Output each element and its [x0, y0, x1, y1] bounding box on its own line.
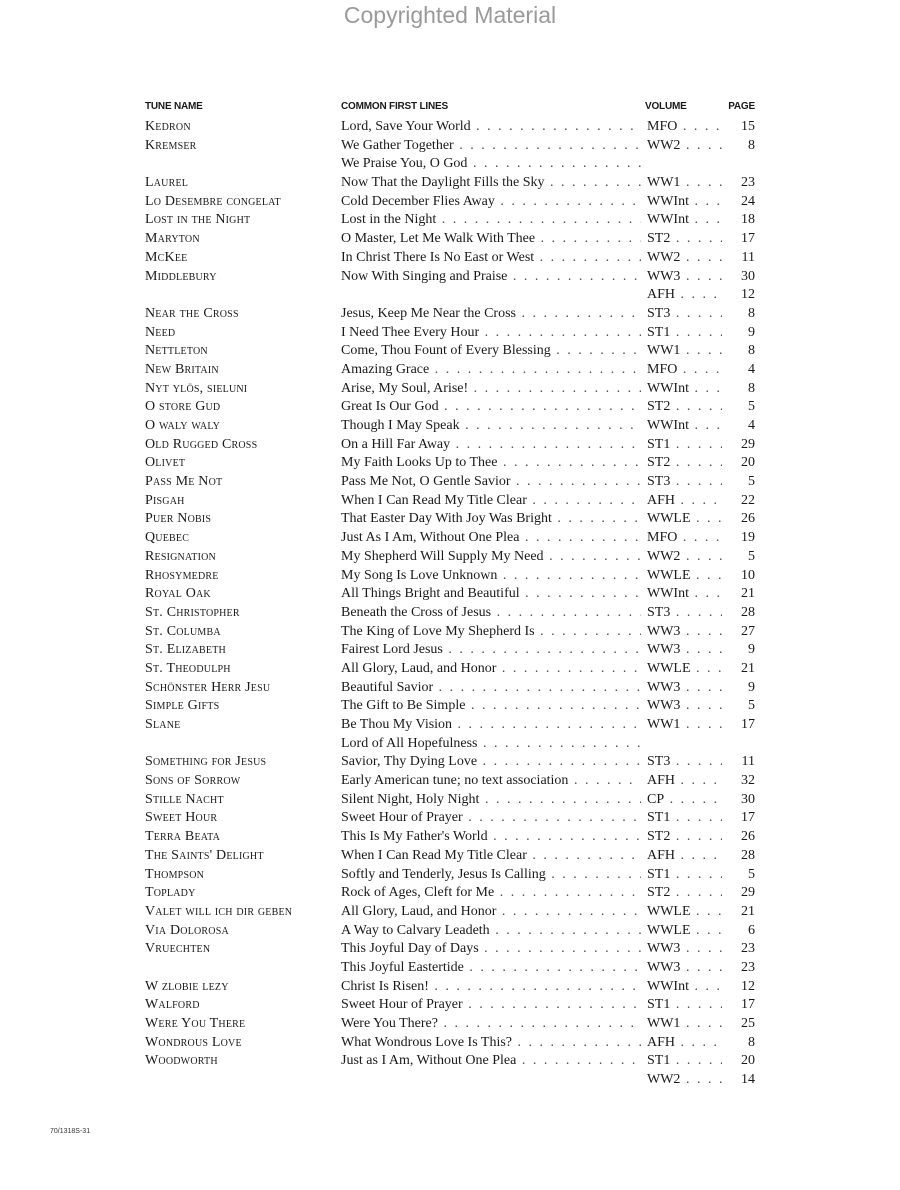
tune-name-cell: Slane — [145, 717, 181, 732]
tune-name-cell: O store Gud — [145, 399, 221, 415]
volume-cell: WWInt . . . — [645, 585, 747, 604]
page-cell: 28 — [722, 847, 755, 866]
first-line-cell: Silent Night, Holy Night . . . — [341, 791, 641, 810]
first-line-cell: Jesus, Keep Me Near the Cross . . . — [341, 305, 641, 324]
tune-name-cell: Sons of Sorrow — [145, 773, 241, 789]
first-line-cell: This Joyful Eastertide . . . — [341, 959, 641, 978]
page-cell: 19 — [722, 529, 755, 548]
page-cell: 25 — [722, 1015, 755, 1034]
first-line-cell: We Gather Together . . . — [341, 137, 641, 156]
first-line-cell: Softly and Tenderly, Jesus Is Calling . . . — [341, 866, 641, 885]
first-line-cell: All Glory, Laud, and Honor . . . — [341, 903, 641, 922]
volume-cell: AFH . . . — [645, 492, 747, 511]
tune-name-cell: Puer Nobis — [145, 511, 212, 527]
page-cell: 12 — [722, 286, 755, 305]
tune-name-cell: Wondrous Love — [145, 1034, 242, 1050]
first-line-cell: Rock of Ages, Cleft for Me . . . — [341, 884, 641, 903]
tune-name-cell: Old Rugged Cross — [145, 436, 258, 452]
page-cell: 24 — [722, 193, 755, 212]
table-row — [145, 529, 761, 548]
header-tune-name: TUNE NAME — [145, 101, 203, 112]
table-row — [145, 996, 761, 1015]
volume-cell: AFH . . . — [645, 847, 747, 866]
page-cell: 28 — [722, 604, 755, 623]
table-row — [145, 230, 761, 249]
volume-cell: WWInt . . . — [645, 380, 747, 399]
page-cell: 11 — [722, 249, 755, 268]
volume-cell: MFO . . . — [645, 118, 747, 137]
first-line-cell: Lord of All Hopefulness . . . — [341, 735, 641, 754]
table-row — [145, 193, 761, 212]
first-line-cell: This Joyful Day of Days . . . — [341, 940, 641, 959]
tune-name-cell: O waly waly — [145, 418, 221, 433]
table-row — [145, 679, 761, 698]
volume-cell: WWLE . . . — [645, 567, 747, 586]
first-line-cell: On a Hill Far Away . . . — [341, 436, 641, 455]
table-row — [145, 249, 761, 268]
tune-name-cell: Kremser — [145, 137, 197, 153]
first-line-cell: Just As I Am, Without One Plea . . . — [341, 529, 641, 548]
tune-name-cell: Lost in the Night — [145, 212, 251, 228]
table-row — [145, 828, 761, 847]
page-cell: 26 — [722, 510, 755, 529]
table-row — [145, 324, 761, 343]
table-row — [145, 660, 761, 679]
volume-cell: WWInt . . . — [645, 978, 747, 997]
page-cell: 5 — [722, 473, 755, 492]
first-line-cell: Just as I Am, Without One Plea . . . — [341, 1052, 641, 1071]
first-line-cell: My Shepherd Will Supply My Need . . . — [341, 548, 641, 567]
page-cell: 10 — [722, 567, 755, 586]
first-line-cell: When I Can Read My Title Clear . . . — [341, 492, 641, 511]
table-row — [145, 585, 761, 604]
column-headers — [145, 101, 761, 117]
volume-cell: WW3 . . . — [645, 268, 747, 287]
tune-name-cell: Something for Jesus — [145, 754, 267, 770]
page-cell: 5 — [722, 548, 755, 567]
first-line-cell: All Things Bright and Beautiful . . . — [341, 585, 641, 604]
table-row — [145, 641, 761, 660]
table-row — [145, 380, 761, 399]
volume-cell: AFH . . . — [645, 1034, 747, 1053]
volume-cell: ST3 . . . — [645, 604, 747, 623]
tune-name-cell: Maryton — [145, 231, 200, 247]
tune-name-cell: Olivet — [145, 455, 186, 471]
first-line-cell: Pass Me Not, O Gentle Savior . . . — [341, 473, 641, 492]
page-cell: 23 — [722, 174, 755, 193]
volume-cell: WW3 . . . — [645, 959, 747, 978]
page-cell: 8 — [722, 342, 755, 361]
table-row — [145, 604, 761, 623]
first-line-cell: We Praise You, O God . . . — [341, 155, 641, 174]
page-cell: 17 — [722, 230, 755, 249]
first-line-cell: Christ Is Risen! . . . — [341, 978, 641, 997]
volume-cell: WW3 . . . — [645, 697, 747, 716]
volume-cell: WW3 . . . — [645, 940, 747, 959]
first-line-cell: Be Thou My Vision . . . — [341, 716, 641, 735]
volume-cell: ST1 . . . — [645, 996, 747, 1015]
tune-name-cell: Middlebury — [145, 268, 217, 284]
page-cell: 29 — [722, 884, 755, 903]
first-line-cell: In Christ There Is No East or West . . . — [341, 249, 641, 268]
page-cell: 17 — [722, 809, 755, 828]
first-line-cell: Savior, Thy Dying Love . . . — [341, 753, 641, 772]
table-row — [145, 697, 761, 716]
table-row — [145, 1015, 761, 1034]
tune-name-cell: Thompson — [145, 866, 205, 882]
volume-cell: WWLE . . . — [645, 510, 747, 529]
tune-name-cell: Need — [145, 324, 176, 340]
first-line-cell: When I Can Read My Title Clear . . . — [341, 847, 641, 866]
page-cell: 4 — [722, 417, 755, 436]
page-cell: 30 — [722, 791, 755, 810]
table-row — [145, 959, 761, 978]
first-line-cell: That Easter Day With Joy Was Bright . . . — [341, 510, 641, 529]
table-row — [145, 473, 761, 492]
header-page: PAGE — [728, 101, 755, 112]
volume-cell: MFO . . . — [645, 529, 747, 548]
tune-index-table — [145, 118, 761, 1090]
page-cell: 21 — [722, 903, 755, 922]
volume-cell: WW1 . . . — [645, 1015, 747, 1034]
tune-name-cell: Via Dolorosa — [145, 922, 229, 938]
table-row — [145, 1071, 761, 1090]
volume-cell: ST1 . . . — [645, 436, 747, 455]
tune-name-cell: Royal Oak — [145, 586, 211, 602]
volume-cell: ST1 . . . — [645, 324, 747, 343]
first-line-cell: Now With Singing and Praise . . . — [341, 268, 641, 287]
table-row — [145, 567, 761, 586]
table-row — [145, 1034, 761, 1053]
tune-name-cell: Schönster Herr Jesu — [145, 679, 271, 695]
header-volume: VOLUME — [645, 101, 687, 112]
table-row — [145, 510, 761, 529]
table-row — [145, 716, 761, 735]
first-line-cell: Though I May Speak . . . — [341, 417, 641, 436]
page-cell: 12 — [722, 978, 755, 997]
volume-cell: WW1 . . . — [645, 174, 747, 193]
first-line-cell: I Need Thee Every Hour . . . — [341, 324, 641, 343]
first-line-cell: Amazing Grace . . . — [341, 361, 641, 380]
tune-name-cell: St. Christopher — [145, 604, 240, 620]
page-cell: 9 — [722, 641, 755, 660]
header-common-first-lines: COMMON FIRST LINES — [341, 101, 448, 112]
tune-name-cell: Sweet Hour — [145, 810, 218, 826]
tune-name-cell: Walford — [145, 997, 200, 1013]
volume-cell: ST2 . . . — [645, 398, 747, 417]
first-line-cell: A Way to Calvary Leadeth . . . — [341, 922, 641, 941]
table-row — [145, 791, 761, 810]
page-cell: 17 — [722, 716, 755, 735]
table-row — [145, 211, 761, 230]
first-line-cell: Sweet Hour of Prayer . . . — [341, 809, 641, 828]
copyright-watermark: Copyrighted Material — [343, 2, 557, 28]
volume-cell: ST1 . . . — [645, 809, 747, 828]
page-cell: 4 — [722, 361, 755, 380]
volume-cell: ST3 . . . — [645, 305, 747, 324]
table-row — [145, 922, 761, 941]
first-line-cell: This Is My Father's World . . . — [341, 828, 641, 847]
table-row — [145, 118, 761, 137]
tune-name-cell: Were You There — [145, 1016, 246, 1031]
table-row — [145, 623, 761, 642]
page-cell: 26 — [722, 828, 755, 847]
volume-cell: WW2 . . . — [645, 137, 747, 156]
tune-name-cell: Pass Me Not — [145, 474, 223, 490]
tune-name-cell: St. Elizabeth — [145, 642, 226, 658]
volume-cell: WW1 . . . — [645, 342, 747, 361]
volume-cell: WW2 . . . — [645, 548, 747, 567]
table-row — [145, 903, 761, 922]
table-row — [145, 772, 761, 791]
page-cell: 9 — [722, 679, 755, 698]
volume-cell: WW3 . . . — [645, 641, 747, 660]
table-row — [145, 454, 761, 473]
first-line-cell: The Gift to Be Simple . . . — [341, 697, 641, 716]
volume-cell: ST2 . . . — [645, 230, 747, 249]
volume-cell: ST2 . . . — [645, 454, 747, 473]
tune-name-cell: Terra Beata — [145, 829, 221, 845]
first-line-cell: The King of Love My Shepherd Is . . . — [341, 623, 641, 642]
tune-name-cell: Resignation — [145, 548, 216, 564]
page-cell: 11 — [722, 753, 755, 772]
table-row — [145, 548, 761, 567]
table-row — [145, 268, 761, 287]
tune-name-cell: Valet will ich dir geben — [145, 903, 293, 919]
volume-cell: WWInt . . . — [645, 193, 747, 212]
table-row — [145, 492, 761, 511]
first-line-cell: Fairest Lord Jesus . . . — [341, 641, 641, 660]
first-line-cell: Lord, Save Your World . . . — [341, 118, 641, 137]
tune-name-cell: Laurel — [145, 175, 189, 191]
table-row — [145, 398, 761, 417]
tune-name-cell: Vruechten — [145, 941, 211, 957]
table-row — [145, 847, 761, 866]
volume-cell: WWLE . . . — [645, 660, 747, 679]
page-cell: 17 — [722, 996, 755, 1015]
volume-cell: AFH . . . — [645, 286, 747, 305]
page-cell: 20 — [722, 454, 755, 473]
volume-cell: ST1 . . . — [645, 1052, 747, 1071]
first-line-cell: Sweet Hour of Prayer . . . — [341, 996, 641, 1015]
first-line-cell: Beautiful Savior . . . — [341, 679, 641, 698]
tune-name-cell: The Saints' Delight — [145, 847, 264, 863]
tune-name-cell: Woodworth — [145, 1053, 218, 1069]
first-line-cell: Great Is Our God . . . — [341, 398, 641, 417]
first-line-cell: All Glory, Laud, and Honor . . . — [341, 660, 641, 679]
page-cell: 21 — [722, 585, 755, 604]
volume-cell: WW1 . . . — [645, 716, 747, 735]
volume-cell: ST2 . . . — [645, 828, 747, 847]
page-cell: 8 — [722, 137, 755, 156]
first-line-cell: Come, Thou Fount of Every Blessing . . . — [341, 342, 641, 361]
table-row — [145, 361, 761, 380]
table-row — [145, 342, 761, 361]
page-cell: 27 — [722, 623, 755, 642]
table-row — [145, 884, 761, 903]
page-cell: 23 — [722, 940, 755, 959]
page-cell: 20 — [722, 1052, 755, 1071]
volume-cell: WW2 . . . — [645, 249, 747, 268]
table-row — [145, 286, 761, 305]
table-row — [145, 866, 761, 885]
page-cell: 30 — [722, 268, 755, 287]
first-line-cell: Were You There? . . . — [341, 1015, 641, 1034]
tune-name-cell: W zlobie lezy — [145, 978, 229, 994]
volume-cell: ST1 . . . — [645, 866, 747, 885]
table-row — [145, 174, 761, 193]
tune-name-cell: Nettleton — [145, 343, 208, 359]
tune-name-cell: Quebec — [145, 530, 190, 546]
tune-name-cell: Rhosymedre — [145, 567, 219, 583]
table-row — [145, 1052, 761, 1071]
volume-cell: WWInt . . . — [645, 211, 747, 230]
first-line-cell: Arise, My Soul, Arise! . . . — [341, 380, 641, 399]
table-row — [145, 436, 761, 455]
table-row — [145, 155, 761, 174]
page-cell: 21 — [722, 660, 755, 679]
volume-cell: WWInt . . . — [645, 417, 747, 436]
volume-cell: AFH . . . — [645, 772, 747, 791]
page-cell: 14 — [722, 1071, 755, 1090]
table-row — [145, 809, 761, 828]
volume-cell: ST3 . . . — [645, 753, 747, 772]
tune-name-cell: Near the Cross — [145, 305, 239, 321]
volume-cell: CP . . . — [645, 791, 747, 810]
volume-cell: WWLE . . . — [645, 922, 747, 941]
page-cell: 5 — [722, 398, 755, 417]
volume-cell: WW2 . . . — [645, 1071, 747, 1090]
table-row — [145, 940, 761, 959]
tune-name-cell: St. Columba — [145, 623, 221, 639]
first-line-cell: What Wondrous Love Is This? . . . — [341, 1034, 641, 1053]
first-line-cell: My Faith Looks Up to Thee . . . — [341, 454, 641, 473]
first-line-cell: O Master, Let Me Walk With Thee . . . — [341, 230, 641, 249]
first-line-cell: Now That the Daylight Fills the Sky . . . — [341, 174, 641, 193]
page-cell: 8 — [722, 380, 755, 399]
first-line-cell: My Song Is Love Unknown . . . — [341, 567, 641, 586]
page-cell: 22 — [722, 492, 755, 511]
volume-cell: WW3 . . . — [645, 623, 747, 642]
table-row — [145, 417, 761, 436]
tune-name-cell: Kedron — [145, 119, 191, 134]
tune-name-cell: Stille Nacht — [145, 791, 224, 807]
page-cell: 9 — [722, 324, 755, 343]
page-cell: 5 — [722, 697, 755, 716]
tune-name-cell: McKee — [145, 249, 188, 265]
volume-cell: ST3 . . . — [645, 473, 747, 492]
tune-name-cell: Nyt ylös, sieluni — [145, 380, 248, 396]
volume-cell: WW3 . . . — [645, 679, 747, 698]
first-line-cell: Early American tune; no text association . . . — [341, 772, 641, 791]
page-cell: 15 — [722, 118, 755, 137]
page-cell: 8 — [722, 1034, 755, 1053]
page-cell: 32 — [722, 772, 755, 791]
tune-name-cell: Toplady — [145, 885, 196, 901]
table-row — [145, 753, 761, 772]
tune-name-cell: Lo Desembre congelat — [145, 193, 281, 209]
page-cell: 29 — [722, 436, 755, 455]
table-row — [145, 137, 761, 156]
table-row — [145, 735, 761, 754]
page-cell: 5 — [722, 866, 755, 885]
first-line-cell: Lost in the Night . . . — [341, 211, 641, 230]
tune-name-cell: New Britain — [145, 361, 219, 377]
tune-name-cell: St. Theodulph — [145, 660, 231, 676]
table-row — [145, 978, 761, 997]
volume-cell: ST2 . . . — [645, 884, 747, 903]
page-cell: 6 — [722, 922, 755, 941]
page-cell: 23 — [722, 959, 755, 978]
volume-cell: WWLE . . . — [645, 903, 747, 922]
page-cell: 18 — [722, 211, 755, 230]
table-row — [145, 305, 761, 324]
first-line-cell: Cold December Flies Away . . . — [341, 193, 641, 212]
footer-code: 70/1318S-31 — [50, 1128, 91, 1135]
tune-name-cell: Pisgah — [145, 492, 185, 508]
tune-name-cell: Simple Gifts — [145, 698, 220, 714]
page-cell: 8 — [722, 305, 755, 324]
volume-cell: MFO . . . — [645, 361, 747, 380]
first-line-cell: Beneath the Cross of Jesus . . . — [341, 604, 641, 623]
